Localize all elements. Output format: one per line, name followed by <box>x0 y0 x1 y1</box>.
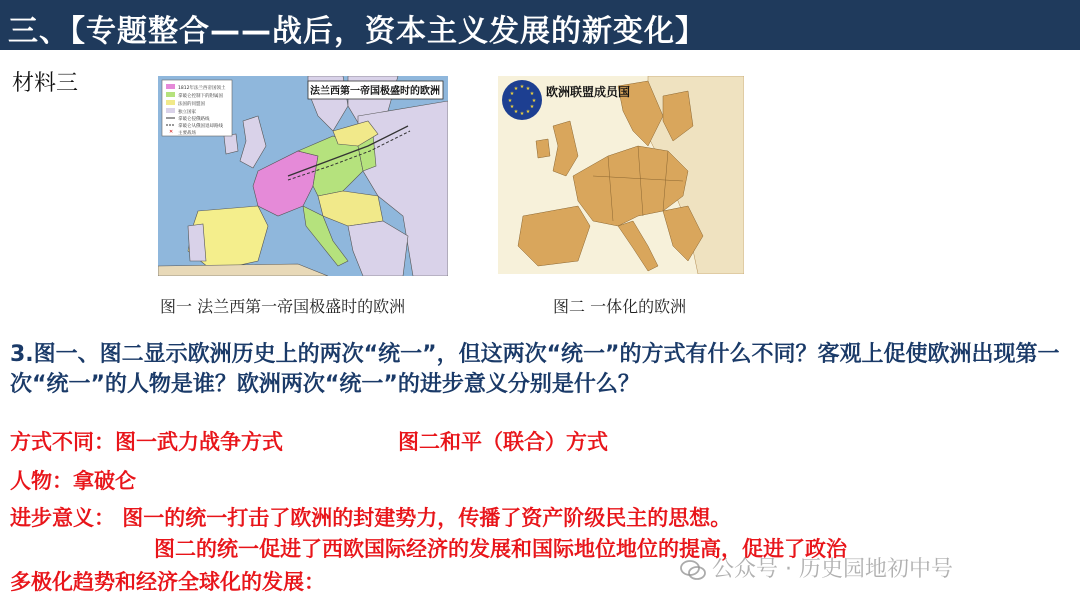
svg-text:★: ★ <box>525 86 531 92</box>
svg-text:★: ★ <box>519 84 525 90</box>
legend-item-2: 拿破仑控制下的附属国 <box>178 94 223 99</box>
svg-text:★: ★ <box>509 91 515 97</box>
watermark-text: 公众号 · 历史园地初中号 <box>712 557 953 582</box>
material-label: 材料三 <box>12 71 79 96</box>
legend-item-3: 法国的同盟国 <box>178 102 205 107</box>
svg-text:★: ★ <box>509 104 515 110</box>
svg-text:★: ★ <box>529 91 535 97</box>
svg-text:★: ★ <box>507 98 513 104</box>
figure1-caption: 图一 法兰西第一帝国极盛时的欧洲 <box>160 297 406 316</box>
legend-item-6: 拿破仑从俄国退却路线 <box>178 124 223 129</box>
legend-item-7: 主要战场 <box>178 131 196 136</box>
svg-text:★: ★ <box>529 104 535 110</box>
map1-title: 法兰西第一帝国极盛时的欧洲 <box>310 86 440 97</box>
legend-item-1: 1812年法兰西帝国领土 <box>178 86 226 91</box>
answer-significance-1: 进步意义： 图一的统一打击了欧洲的封建势力，传播了资产阶级民主的思想。 <box>10 506 732 530</box>
svg-text:✕: ✕ <box>169 129 174 135</box>
wechat-icon <box>680 559 706 581</box>
answer-person: 人物：拿破仑 <box>10 469 136 493</box>
eu-members-map <box>498 76 744 274</box>
answer-method-1: 方式不同：图一武力战争方式 <box>10 430 283 454</box>
svg-text:★: ★ <box>513 109 519 115</box>
svg-text:★: ★ <box>519 111 525 117</box>
svg-text:★: ★ <box>525 109 531 115</box>
legend-item-5: 拿破仑侵俄路线 <box>178 117 210 122</box>
slide-title: 三、【专题整合——战后，资本主义发展的新变化】 <box>8 14 706 49</box>
question-text: 3.图一、图二显示欧洲历史上的两次“统一”，但这两次“统一”的方式有什么不同？客观上促使欧洲出现第一次“统一”的人物是谁？欧洲两次“统一”的进步意义分别是什么？ <box>10 342 1060 397</box>
svg-text:★: ★ <box>513 86 519 92</box>
legend-item-4: 独立国家 <box>178 110 196 115</box>
figure2-caption: 图二 一体化的欧洲 <box>553 297 687 316</box>
answer-significance-2: 图二的统一促进了西欧国际经济的发展和国际地位地位的提高，促进了政治 <box>154 537 847 561</box>
answer-method-2: 图二和平（联合）方式 <box>398 430 608 454</box>
napoleon-empire-map <box>158 76 448 276</box>
answer-significance-3: 多极化趋势和经济全球化的发展： <box>10 570 325 594</box>
title-bar <box>0 0 1080 50</box>
svg-text:★: ★ <box>531 98 537 104</box>
map2-title: 欧洲联盟成员国 <box>546 85 631 99</box>
watermark <box>680 552 953 583</box>
